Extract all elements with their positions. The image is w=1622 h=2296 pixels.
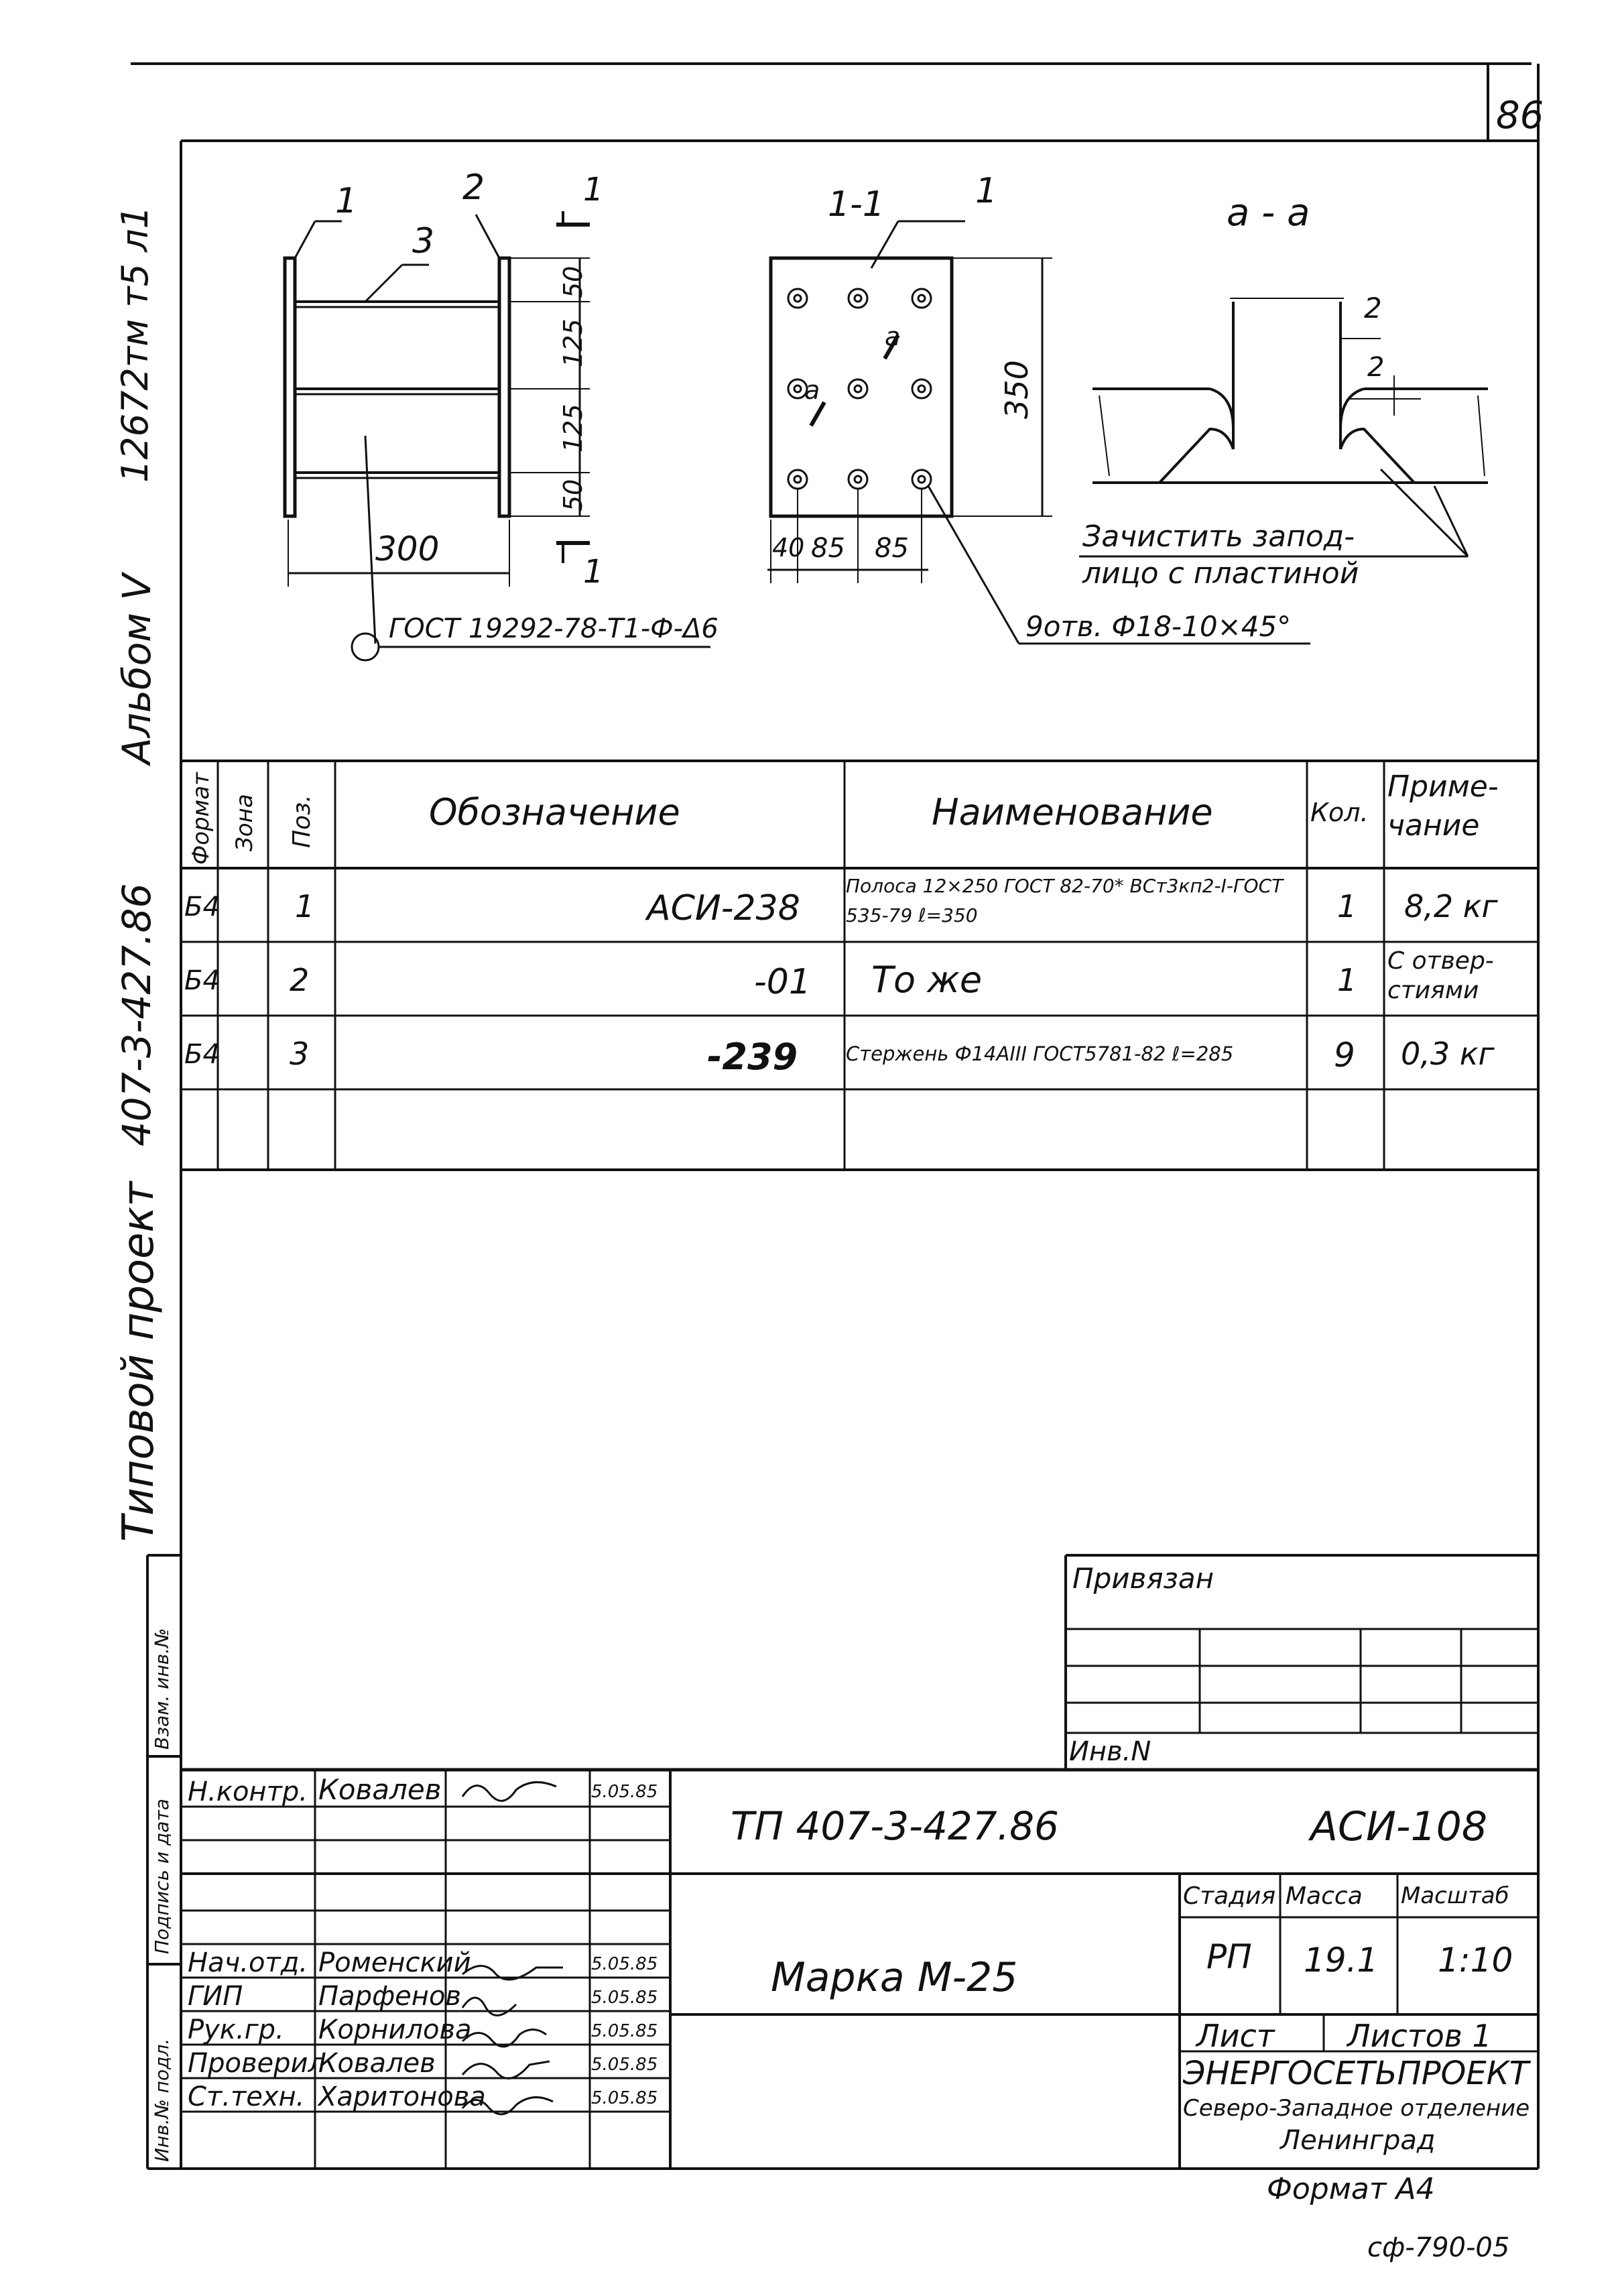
binding-inv-label: Инв.N xyxy=(1069,1736,1151,1767)
view1-callout-2: 2 xyxy=(462,168,485,208)
spec-header-qty: Кол. xyxy=(1310,798,1369,827)
sig1-date: 5.05.85 xyxy=(591,1782,658,1802)
org-city: Ленинград xyxy=(1280,2125,1436,2156)
spec-row2-format: Б4 xyxy=(184,965,220,996)
sig7-role: Проверил xyxy=(188,2048,326,2079)
sheet-label: Лист xyxy=(1196,2018,1275,2054)
spec-header-designation: Обозначение xyxy=(429,791,680,833)
view2-hole-note: 9отв. Ф18-10×45° xyxy=(1025,610,1292,643)
spec-row2-designation: -01 xyxy=(754,962,811,1002)
sig6-name: Корнилова xyxy=(318,2014,472,2045)
doc-code: ТП 407-3-427.86 xyxy=(731,1803,1059,1849)
spec-row1-note: 8,2 кг xyxy=(1404,888,1498,924)
side-album: Альбом V xyxy=(114,573,160,764)
spec-row3-qty: 9 xyxy=(1334,1036,1355,1075)
spec-row3-designation: -239 xyxy=(707,1036,798,1078)
sig8-date: 5.05.85 xyxy=(591,2088,658,2108)
sig7-name: Ковалев xyxy=(318,2048,436,2079)
view1-dim-50-bottom: 50 xyxy=(558,479,588,511)
sig6-date: 5.05.85 xyxy=(591,2021,658,2041)
sig4-name: Роменский xyxy=(318,1947,471,1978)
view3-title: а - а xyxy=(1227,191,1310,235)
stage-value: РП xyxy=(1206,1937,1252,1976)
sig8-role: Ст.техн. xyxy=(188,2081,305,2112)
spec-row3-format: Б4 xyxy=(184,1039,220,1070)
side-inv: 12672тм т5 л1 xyxy=(114,206,156,483)
spec-row1-designation: АСИ-238 xyxy=(647,888,800,928)
view1-section-mark-top: 1 xyxy=(583,171,604,208)
spec-row1-format: Б4 xyxy=(184,892,220,922)
view1-dim-125-a: 125 xyxy=(558,318,588,367)
spec-row3-pos: 3 xyxy=(290,1036,310,1072)
view1-callout-1: 1 xyxy=(335,181,358,221)
mass-label: Масса xyxy=(1286,1882,1363,1910)
mass-value: 19.1 xyxy=(1304,1941,1379,1980)
format-note: Формат А4 xyxy=(1267,2172,1435,2206)
sig5-name: Парфенов xyxy=(318,1981,461,2012)
side-project: Типовой проект xyxy=(114,1181,164,1542)
sig6-role: Рук.гр. xyxy=(188,2014,284,2045)
spec-header-note: Приме- чание xyxy=(1387,770,1499,843)
spec-header-pos: Поз. xyxy=(288,794,316,848)
sig1-role: Н.контр. xyxy=(188,1776,308,1807)
view1-width-dim: 300 xyxy=(375,530,440,568)
spec-row2-qty: 1 xyxy=(1337,962,1357,998)
org-branch: Северо-Западное отделение xyxy=(1183,2095,1530,2122)
sig4-date: 5.05.85 xyxy=(591,1954,658,1974)
archive-code: сф-790-05 xyxy=(1367,2232,1510,2263)
view3-dim-a: 2 xyxy=(1364,292,1382,324)
view1-weld-note: ГОСТ 19292-78-Т1-Ф-Δ6 xyxy=(389,613,719,644)
view1-dim-125-b: 125 xyxy=(558,404,588,452)
spec-header-name: Наименование xyxy=(932,791,1213,833)
sheets-label: Листов 1 xyxy=(1347,2018,1492,2054)
spec-header-zone: Зона xyxy=(231,794,258,851)
spec-row3-note: 0,3 кг xyxy=(1401,1036,1495,1072)
item-name: Марка М-25 xyxy=(771,1954,1018,2001)
view2-dim-85-a: 85 xyxy=(811,533,845,564)
stamp-signature-date: Подпись и дата xyxy=(151,1799,173,1954)
spec-row1-pos: 1 xyxy=(295,888,315,924)
view2-title: 1-1 xyxy=(828,184,885,225)
view3-note-line1: Зачистить запод- xyxy=(1082,520,1355,554)
org-name: ЭНЕРГОСЕТЬПРОЕКТ xyxy=(1183,2055,1530,2092)
spec-row1-name: Полоса 12×250 ГОСТ 82-70* ВСт3кп2-I-ГОСТ 535-79 ℓ=350 xyxy=(846,875,1284,926)
view2-dim-85-b: 85 xyxy=(875,533,909,564)
spec-row2-pos: 2 xyxy=(290,962,310,998)
spec-header-format: Формат xyxy=(188,772,214,865)
view2-callout: 1 xyxy=(975,171,998,211)
sheet-code: АСИ-108 xyxy=(1310,1803,1487,1850)
scale-label: Масштаб xyxy=(1401,1882,1509,1909)
spec-row1-qty: 1 xyxy=(1337,888,1357,924)
view3-dim-b: 2 xyxy=(1367,352,1385,383)
side-code: 407-3-427.86 xyxy=(114,883,160,1146)
stamp-inv-original: Инв.№ подл. xyxy=(151,2038,173,2162)
view2-height-dim: 350 xyxy=(999,360,1035,419)
sig5-date: 5.05.85 xyxy=(591,1988,658,2008)
view1-dim-50-top: 50 xyxy=(558,265,588,298)
view1-callout-3: 3 xyxy=(412,221,435,261)
spec-row2-note: С отвер- стиями xyxy=(1387,947,1494,1004)
sig5-role: ГИП xyxy=(188,1981,243,2012)
view2-section-mark-a2: а xyxy=(885,322,901,351)
view2-section-mark-a1: а xyxy=(804,375,820,405)
view1-section-mark-bottom: 1 xyxy=(583,553,604,591)
stamp-replacement-inv: Взам. инв.№ xyxy=(151,1628,173,1750)
sig1-name: Ковалев xyxy=(318,1773,442,1806)
binding-title: Привязан xyxy=(1072,1562,1214,1595)
scale-value: 1:10 xyxy=(1438,1941,1513,1980)
spec-row2-name: То же xyxy=(871,959,983,1001)
sig7-date: 5.05.85 xyxy=(591,2055,658,2075)
spec-row3-name: Стержень Ф14АIII ГОСТ5781-82 ℓ=285 xyxy=(846,1042,1234,1065)
view3-note-line2: лицо с пластиной xyxy=(1082,556,1359,591)
sig8-name: Харитонова xyxy=(318,2081,486,2112)
view2-dim-40: 40 xyxy=(772,533,805,562)
sheet-number: 86 xyxy=(1496,94,1544,137)
stage-label: Стадия xyxy=(1183,1882,1276,1910)
sig4-role: Нач.отд. xyxy=(188,1947,308,1978)
